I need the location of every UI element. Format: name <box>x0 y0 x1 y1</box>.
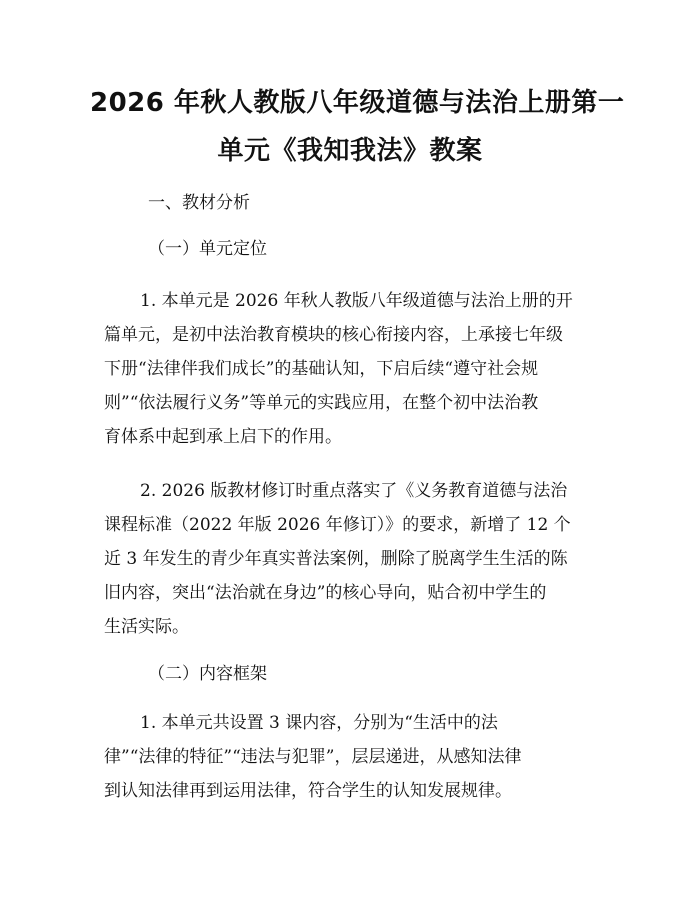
paragraph-content-framework-1 <box>104 706 600 808</box>
paragraph-line: 则”“依法履行义务”等单元的实践应用，在整个初中法治教 <box>104 393 539 413</box>
paragraph-line: 篇单元，是初中法治教育模块的核心衔接内容，上承接七年级 <box>104 325 563 345</box>
paragraph-unit-position-1 <box>104 284 600 454</box>
paragraph-line: 律”“法律的特征”“违法与犯罪”，层层递进，从感知法律 <box>104 747 522 767</box>
paragraph-line: 课程标准（2022 年版 2026 年修订）》的要求，新增了 12 个 <box>104 515 571 535</box>
paragraph-line: 2. 2026 版教材修订时重点落实了《义务教育道德与法治 <box>140 481 568 501</box>
paragraph-line: 近 3 年发生的青少年真实普法案例，删除了脱离学生生活的陈 <box>104 549 568 569</box>
subsection-heading-1: （一）单元定位 <box>148 239 267 259</box>
paragraph-line: 生活实际。 <box>104 617 189 637</box>
paragraph-line: 育体系中起到承上启下的作用。 <box>104 427 342 447</box>
paragraph-line: 旧内容，突出“法治就在身边”的核心导向，贴合初中学生的 <box>104 583 547 603</box>
paragraph-line: 到认知法律再到运用法律，符合学生的认知发展规律。 <box>104 781 512 801</box>
paragraph-line: 下册“法律伴我们成长”的基础认知，下启后续“遵守社会规 <box>104 359 539 379</box>
document-title-line-2: 单元《我知我法》教案 <box>217 136 483 166</box>
paragraph-line: 1. 本单元共设置 3 课内容，分别为“生活中的法 <box>140 713 498 733</box>
document-title-line-1: 2026 年秋人教版八年级道德与法治上册第一 <box>90 88 625 118</box>
subsection-heading-2: （二）内容框架 <box>148 664 267 684</box>
paragraph-unit-position-2 <box>104 474 600 644</box>
paragraph-line: 1. 本单元是 2026 年秋人教版八年级道德与法治上册的开 <box>140 291 573 311</box>
section-heading-1: 一、教材分析 <box>148 193 250 213</box>
